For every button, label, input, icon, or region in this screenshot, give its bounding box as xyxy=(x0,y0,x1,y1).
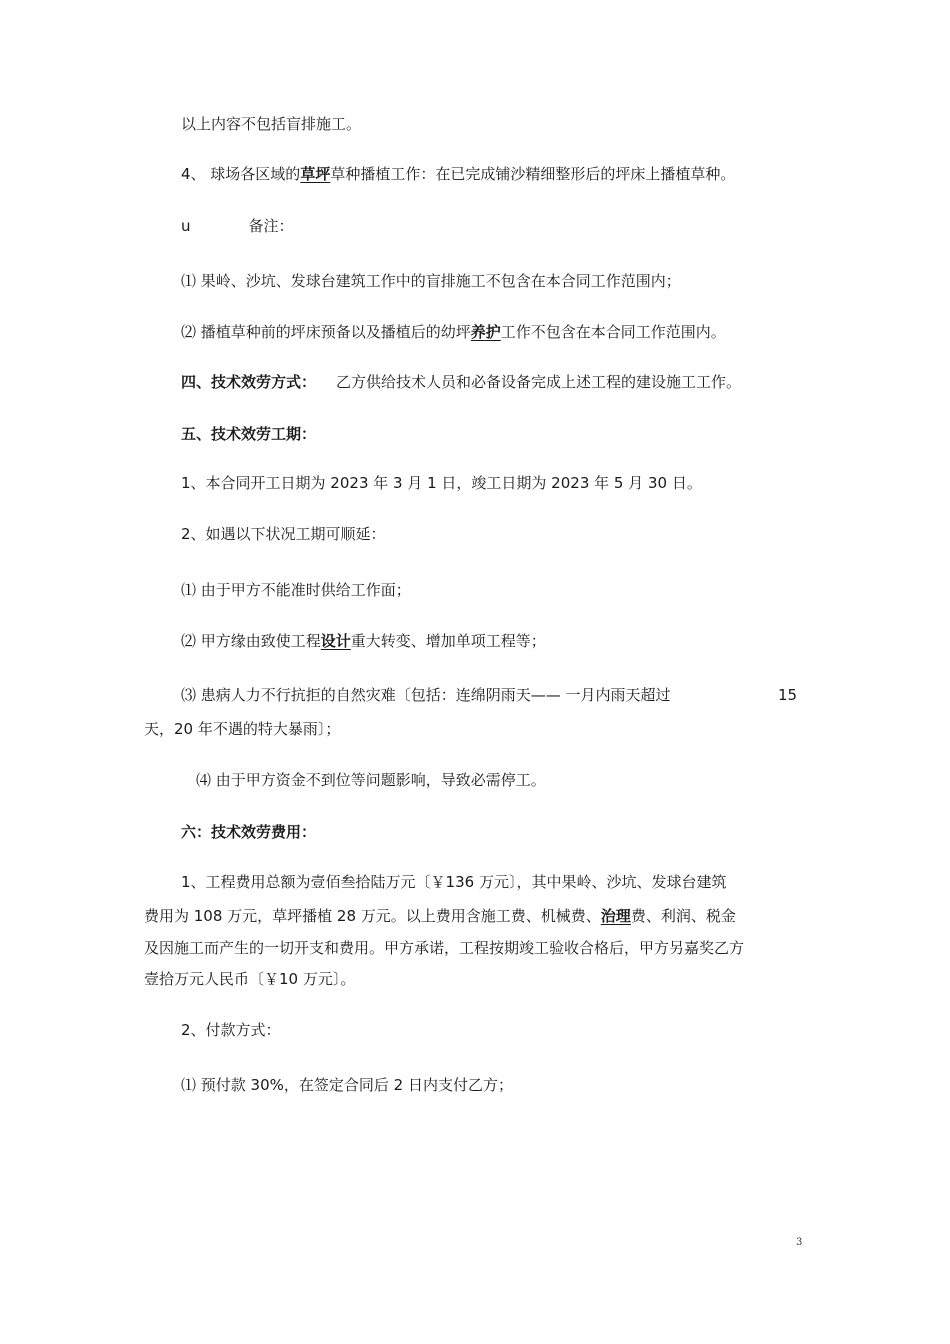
bullet-marker: u xyxy=(181,217,191,235)
list-item: ⑶ 患病人力不行抗拒的自然灾难〔包括：连绵阴雨天—— 一月内雨天超过 xyxy=(181,686,671,704)
section-heading: 四、技术效劳方式： xyxy=(181,373,317,391)
text: 备注： xyxy=(248,217,294,235)
link-keyword[interactable]: 养护 xyxy=(470,323,501,341)
note-item-2 xyxy=(181,322,726,342)
list-item-cont: 天，20 年不遇的特大暴雨〕； xyxy=(144,720,341,738)
paragraph-cont: 及因施工而产生的一切开支和费用。甲方承诺，工程按期竣工验收合格后，甲方另嘉奖乙方 xyxy=(144,939,745,957)
list-item-cont: 15 xyxy=(778,686,798,704)
paragraph: 1、工程费用总额为壹佰叁拾陆万元〔￥136 万元〕，其中果岭、沙坑、发球台建筑 xyxy=(181,873,727,891)
page-number: 3 xyxy=(796,1237,803,1248)
paragraph-cont xyxy=(144,906,736,926)
note-item-1: ⑴ 果岭、沙坑、发球台建筑工作中的盲排施工不包含在本合同工作范围内； xyxy=(181,272,681,290)
paragraph-cont: 壹拾万元人民币〔￥10 万元〕。 xyxy=(144,970,356,988)
item-4 xyxy=(181,164,735,184)
section-heading: 五、技术效劳工期： xyxy=(181,425,317,443)
paragraph: 1、本合同开工日期为 2023 年 3 月 1 日，竣工日期为 2023 年 5 月 30 日。 xyxy=(181,474,702,492)
link-keyword[interactable]: 治理 xyxy=(600,907,631,925)
text: 工作不包含在本合同工作范围内。 xyxy=(500,323,726,341)
text: 乙方供给技术人员和必备设备完成上述工程的建设施工工作。 xyxy=(336,373,742,391)
paragraph: 2、付款方式： xyxy=(181,1021,281,1039)
section-4 xyxy=(181,372,741,392)
text: 草种播植工作：在已完成铺沙精细整形后的坪床上播植草种。 xyxy=(330,165,736,183)
link-keyword[interactable]: 设计 xyxy=(320,632,351,650)
list-item xyxy=(181,631,546,651)
text: 费用为 108 万元，草坪播植 28 万元。以上费用含施工费、机械费、 xyxy=(144,907,601,925)
text: 4、 球场各区域的 xyxy=(181,165,301,183)
section-heading: 六：技术效劳费用： xyxy=(181,823,317,841)
link-keyword[interactable]: 草坪 xyxy=(300,165,331,183)
text: ⑵ 播植草种前的坪床预备以及播植后的幼坪 xyxy=(181,323,471,341)
list-item: ⑷ 由于甲方资金不到位等问题影响，导致必需停工。 xyxy=(196,771,546,789)
text: 重大转变、增加单项工程等； xyxy=(350,632,546,650)
list-item: ⑴ 由于甲方不能准时供给工作面； xyxy=(181,581,411,599)
text: 费、利润、税金 xyxy=(630,907,736,925)
note-label xyxy=(181,216,294,236)
paragraph: 以上内容不包括盲排施工。 xyxy=(181,115,362,133)
list-item: ⑴ 预付款 30%，在签定合同后 2 日内支付乙方； xyxy=(181,1076,513,1094)
text: ⑵ 甲方缘由致使工程 xyxy=(181,632,321,650)
paragraph: 2、如遇以下状况工期可顺延： xyxy=(181,525,386,543)
